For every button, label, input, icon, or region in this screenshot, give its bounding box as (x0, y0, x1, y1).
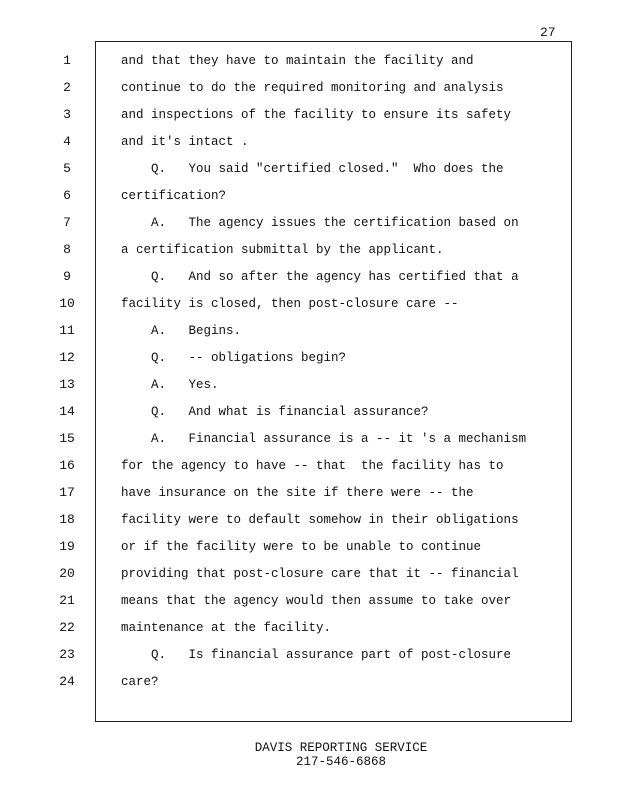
transcript-line: and it's intact . (121, 135, 249, 149)
transcript-line: care? (121, 675, 159, 689)
line-number: 16 (59, 458, 75, 473)
transcript-line: Q. -- obligations begin? (121, 351, 347, 365)
line-number: 22 (59, 620, 75, 635)
transcript-line: facility is closed, then post-closure care -- (121, 297, 459, 311)
line-number: 12 (59, 350, 75, 365)
line-number: 20 (59, 566, 75, 581)
transcript-line: and inspections of the facility to ensure its safety (121, 108, 512, 122)
transcript-line: Q. You said "certified closed." Who does the (121, 162, 504, 176)
line-number: 7 (63, 215, 71, 230)
transcript-line: a certification submittal by the applicant. (121, 243, 444, 257)
line-number: 6 (63, 188, 71, 203)
line-number: 10 (59, 296, 75, 311)
transcript-line: means that the agency would then assume to take over (121, 594, 512, 608)
transcript-line: A. Financial assurance is a -- it 's a mechanism (121, 432, 527, 446)
line-number: 4 (63, 134, 71, 149)
line-number: 17 (59, 485, 75, 500)
line-number: 19 (59, 539, 75, 554)
line-number: 23 (59, 647, 75, 662)
transcript-line: A. The agency issues the certification based on (121, 216, 519, 230)
reporting-service-name: DAVIS REPORTING SERVICE (254, 741, 428, 755)
line-number: 3 (63, 107, 71, 122)
transcript-line: A. Yes. (121, 378, 219, 392)
line-number-column (40, 52, 94, 700)
line-number: 13 (59, 377, 75, 392)
transcript-lines (121, 52, 561, 700)
line-number: 15 (59, 431, 75, 446)
line-number: 8 (63, 242, 71, 257)
transcript-line: or if the facility were to be unable to continue (121, 540, 482, 554)
reporting-service-phone: 217-546-6868 (295, 755, 386, 769)
transcript-line: Q. And so after the agency has certified that a (121, 270, 519, 284)
transcript-line: maintenance at the facility. (121, 621, 332, 635)
line-number: 14 (59, 404, 75, 419)
line-number: 21 (59, 593, 75, 608)
transcript-line: for the agency to have -- that the facility has to (121, 459, 504, 473)
line-number: 11 (59, 323, 75, 338)
line-number: 5 (63, 161, 71, 176)
transcript-line: Q. Is financial assurance part of post-closure (121, 648, 512, 662)
line-number: 18 (59, 512, 75, 527)
transcript-line: providing that post-closure care that it -- financial (121, 567, 519, 581)
transcript-line: continue to do the required monitoring and analysis (121, 81, 504, 95)
transcript-line: certification? (121, 189, 227, 203)
line-number: 2 (63, 80, 71, 95)
transcript-line: Q. And what is financial assurance? (121, 405, 429, 419)
line-number: 1 (63, 53, 71, 68)
transcript-line: A. Begins. (121, 324, 242, 338)
line-number: 24 (59, 674, 75, 689)
page-number: 27 (540, 25, 556, 40)
transcript-line: have insurance on the site if there were -- the (121, 486, 474, 500)
transcript-line: facility were to default somehow in their obligations (121, 513, 519, 527)
footer (0, 741, 618, 769)
line-number: 9 (63, 269, 71, 284)
transcript-line: and that they have to maintain the facility and (121, 54, 474, 68)
